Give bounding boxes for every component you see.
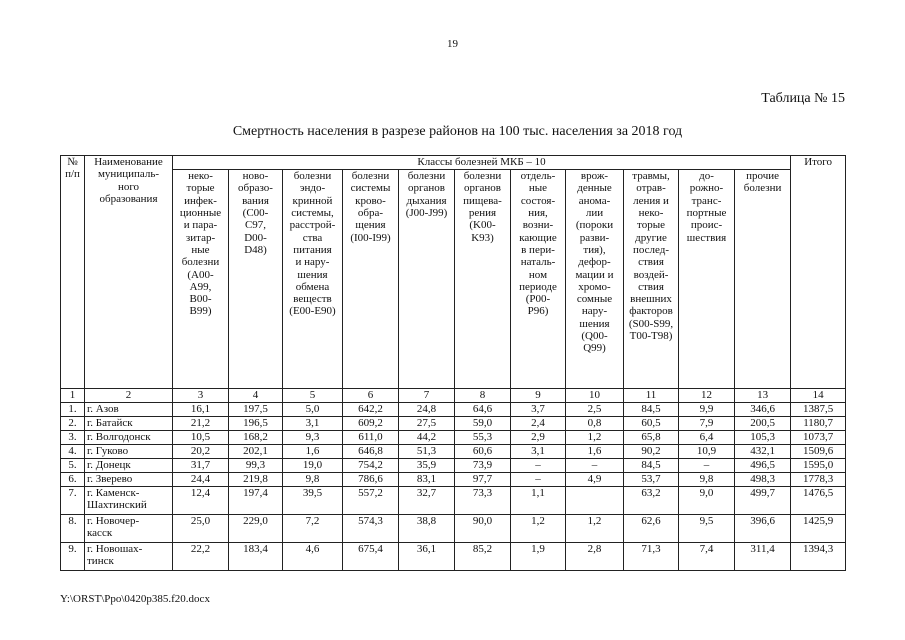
municipality-name: г. Гуково [85, 445, 173, 459]
row-number: 3. [61, 431, 85, 445]
value-cell: 7,9 [679, 417, 735, 431]
total-cell: 1425,9 [791, 515, 846, 543]
value-cell: 84,5 [624, 403, 679, 417]
column-index: 3 [173, 389, 229, 403]
row-number: 6. [61, 473, 85, 487]
value-cell: 22,2 [173, 543, 229, 571]
row-number: 1. [61, 403, 85, 417]
value-cell: 59,0 [455, 417, 511, 431]
table-row [61, 515, 846, 543]
municipality-name: г. Зверево [85, 473, 173, 487]
value-cell: 24,8 [399, 403, 455, 417]
value-cell: 31,7 [173, 459, 229, 473]
value-cell: 498,3 [735, 473, 791, 487]
value-cell: 85,2 [455, 543, 511, 571]
value-cell: 219,8 [229, 473, 283, 487]
total-cell: 1595,0 [791, 459, 846, 473]
header-class-col: болезни органов дыхания (J00-J99) [399, 170, 455, 389]
column-index: 13 [735, 389, 791, 403]
row-number: 4. [61, 445, 85, 459]
municipality-name: г. Волгодонск [85, 431, 173, 445]
table-row [61, 459, 846, 473]
value-cell: 25,0 [173, 515, 229, 543]
value-cell: 84,5 [624, 459, 679, 473]
value-cell: 1,6 [283, 445, 343, 459]
value-cell: 3,1 [511, 445, 566, 459]
value-cell: 611,0 [343, 431, 399, 445]
total-cell: 1476,5 [791, 487, 846, 515]
column-index: 12 [679, 389, 735, 403]
value-cell: 32,7 [399, 487, 455, 515]
municipality-name: г. Донецк [85, 459, 173, 473]
column-index: 2 [85, 389, 173, 403]
total-cell: 1394,3 [791, 543, 846, 571]
value-cell: 183,4 [229, 543, 283, 571]
header-class-col: болезни органов пищева- рения (K00- K93) [455, 170, 511, 389]
value-cell: 83,1 [399, 473, 455, 487]
value-cell: 60,5 [624, 417, 679, 431]
table-row [61, 473, 846, 487]
municipality-name: г. Новочер- касск [85, 515, 173, 543]
value-cell: 1,2 [511, 515, 566, 543]
value-cell: 496,5 [735, 459, 791, 473]
value-cell: – [511, 473, 566, 487]
row-number: 2. [61, 417, 85, 431]
value-cell: 9,5 [679, 515, 735, 543]
value-cell: 55,3 [455, 431, 511, 445]
value-cell: 4,9 [566, 473, 624, 487]
value-cell: 35,9 [399, 459, 455, 473]
value-cell: 44,2 [399, 431, 455, 445]
value-cell: 9,9 [679, 403, 735, 417]
table-row [61, 487, 846, 515]
table-title: Смертность населения в разрезе районов на 100 тыс. населения за 2018 год [232, 124, 683, 139]
value-cell: 10,5 [173, 431, 229, 445]
value-cell: 73,3 [455, 487, 511, 515]
value-cell: 2,9 [511, 431, 566, 445]
table-row [61, 431, 846, 445]
value-cell: 2,5 [566, 403, 624, 417]
value-cell: 3,7 [511, 403, 566, 417]
value-cell: 7,4 [679, 543, 735, 571]
municipality-name: г. Азов [85, 403, 173, 417]
value-cell: 12,4 [173, 487, 229, 515]
column-index: 14 [791, 389, 846, 403]
value-cell: 646,8 [343, 445, 399, 459]
value-cell: 200,5 [735, 417, 791, 431]
value-cell: 197,4 [229, 487, 283, 515]
value-cell: 786,6 [343, 473, 399, 487]
header-num: № п/п [61, 156, 85, 389]
header-class-col: болезни системы крово- обра- щения (I00-I99) [343, 170, 399, 389]
column-index: 1 [61, 389, 85, 403]
value-cell: 27,5 [399, 417, 455, 431]
value-cell: 65,8 [624, 431, 679, 445]
table-row [61, 403, 846, 417]
municipality-name: г. Каменск- Шахтинский [85, 487, 173, 515]
header-class-col: врож- денные анома- лии (пороки разви- тия), дефор- мации и хромо- сомные нару- шения (Q00- Q99) [566, 170, 624, 389]
value-cell: 2,8 [566, 543, 624, 571]
value-cell: 499,7 [735, 487, 791, 515]
column-index: 6 [343, 389, 399, 403]
value-cell: 396,6 [735, 515, 791, 543]
value-cell [566, 487, 624, 515]
column-index: 9 [511, 389, 566, 403]
value-cell: 10,9 [679, 445, 735, 459]
table-label: Таблица № 15 [761, 91, 845, 106]
row-number: 9. [61, 543, 85, 571]
value-cell: 64,6 [455, 403, 511, 417]
value-cell: 642,2 [343, 403, 399, 417]
header-classes: Классы болезней МКБ – 10 [173, 156, 791, 170]
header-class-col: отдель- ные состоя- ния, возни- кающие в пери- наталь- ном периоде (P00- P96) [511, 170, 566, 389]
table-row [61, 543, 846, 571]
header-class-col: болезни эндо- кринной системы, расстрой- ства питания и нару- шения обмена веществ (E00-E90) [283, 170, 343, 389]
header-class-col: ново- образо- вания (C00- C97, D00- D48) [229, 170, 283, 389]
value-cell: 62,6 [624, 515, 679, 543]
total-cell: 1180,7 [791, 417, 846, 431]
value-cell: 39,5 [283, 487, 343, 515]
value-cell: – [566, 459, 624, 473]
mortality-table [60, 155, 846, 571]
value-cell: 9,3 [283, 431, 343, 445]
value-cell: 557,2 [343, 487, 399, 515]
value-cell: 574,3 [343, 515, 399, 543]
value-cell: 7,2 [283, 515, 343, 543]
value-cell: 90,2 [624, 445, 679, 459]
value-cell: 196,5 [229, 417, 283, 431]
column-index: 4 [229, 389, 283, 403]
value-cell: 16,1 [173, 403, 229, 417]
value-cell: 1,1 [511, 487, 566, 515]
value-cell: 311,4 [735, 543, 791, 571]
total-cell: 1509,6 [791, 445, 846, 459]
column-index: 10 [566, 389, 624, 403]
table-row [61, 417, 846, 431]
value-cell: 73,9 [455, 459, 511, 473]
total-cell: 1073,7 [791, 431, 846, 445]
value-cell: 229,0 [229, 515, 283, 543]
value-cell: 24,4 [173, 473, 229, 487]
value-cell: 6,4 [679, 431, 735, 445]
column-index: 11 [624, 389, 679, 403]
value-cell: 754,2 [343, 459, 399, 473]
row-number: 8. [61, 515, 85, 543]
header-class-col: прочие болезни [735, 170, 791, 389]
header-total: Итого [791, 156, 846, 389]
value-cell: – [511, 459, 566, 473]
municipality-name: г. Батайск [85, 417, 173, 431]
value-cell: 609,2 [343, 417, 399, 431]
page-number: 19 [447, 38, 458, 50]
value-cell: 97,7 [455, 473, 511, 487]
value-cell: 53,7 [624, 473, 679, 487]
value-cell: 60,6 [455, 445, 511, 459]
value-cell: 21,2 [173, 417, 229, 431]
column-index: 5 [283, 389, 343, 403]
value-cell: 90,0 [455, 515, 511, 543]
total-cell: 1387,5 [791, 403, 846, 417]
value-cell: – [679, 459, 735, 473]
value-cell: 9,0 [679, 487, 735, 515]
value-cell: 197,5 [229, 403, 283, 417]
header-class-col: травмы, отрав- ления и неко- торые другие послед- ствия воздей- ствия внешних факторов (S00-S99, T00-T98) [624, 170, 679, 389]
column-index: 8 [455, 389, 511, 403]
value-cell: 99,3 [229, 459, 283, 473]
value-cell: 1,2 [566, 515, 624, 543]
table-row [61, 445, 846, 459]
value-cell: 4,6 [283, 543, 343, 571]
value-cell: 3,1 [283, 417, 343, 431]
row-number: 5. [61, 459, 85, 473]
municipality-name: г. Новошах- тинск [85, 543, 173, 571]
value-cell: 19,0 [283, 459, 343, 473]
value-cell: 38,8 [399, 515, 455, 543]
value-cell: 20,2 [173, 445, 229, 459]
header-name: Наименование муниципаль- ного образования [85, 156, 173, 389]
value-cell: 1,6 [566, 445, 624, 459]
value-cell: 105,3 [735, 431, 791, 445]
value-cell: 202,1 [229, 445, 283, 459]
value-cell: 71,3 [624, 543, 679, 571]
value-cell: 1,9 [511, 543, 566, 571]
value-cell: 1,2 [566, 431, 624, 445]
value-cell: 346,6 [735, 403, 791, 417]
value-cell: 51,3 [399, 445, 455, 459]
value-cell: 2,4 [511, 417, 566, 431]
column-index: 7 [399, 389, 455, 403]
value-cell: 168,2 [229, 431, 283, 445]
value-cell: 9,8 [283, 473, 343, 487]
value-cell: 5,0 [283, 403, 343, 417]
header-class-col: неко- торые инфек- ционные и пара- зитар- ные болезни (A00- A99, B00- B99) [173, 170, 229, 389]
value-cell: 63,2 [624, 487, 679, 515]
footer-path: Y:\ORST\Ppo\0420p385.f20.docx [60, 593, 210, 605]
value-cell: 675,4 [343, 543, 399, 571]
value-cell: 9,8 [679, 473, 735, 487]
value-cell: 432,1 [735, 445, 791, 459]
header-class-col: до- рожно- транс- портные проис- шествия [679, 170, 735, 389]
value-cell: 36,1 [399, 543, 455, 571]
value-cell: 0,8 [566, 417, 624, 431]
total-cell: 1778,3 [791, 473, 846, 487]
row-number: 7. [61, 487, 85, 515]
